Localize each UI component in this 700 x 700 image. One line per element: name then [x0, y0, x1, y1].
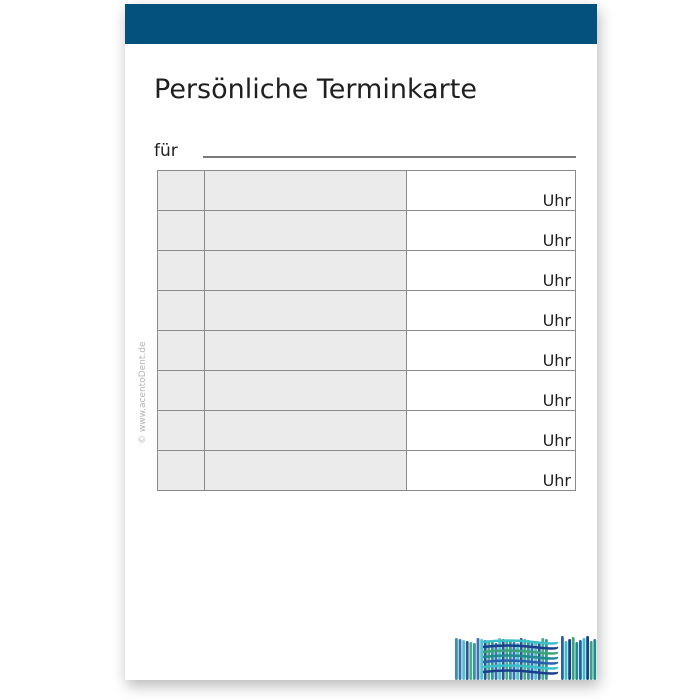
weekday-cell[interactable] [158, 331, 205, 371]
bristle [473, 643, 476, 680]
weekday-cell[interactable] [158, 451, 205, 491]
bristle [590, 641, 593, 680]
date-cell[interactable] [205, 411, 407, 451]
time-suffix: Uhr [542, 271, 571, 290]
date-cell[interactable] [205, 211, 407, 251]
appointment-table [157, 170, 576, 491]
table-row [158, 171, 576, 211]
time-cell[interactable] [407, 291, 576, 331]
bristle [579, 640, 582, 680]
table-row [158, 291, 576, 331]
date-cell[interactable] [205, 331, 407, 371]
bristle [466, 641, 469, 680]
time-cell[interactable] [407, 331, 576, 371]
table-row [158, 211, 576, 251]
bristle [583, 638, 586, 680]
weekday-cell[interactable] [158, 411, 205, 451]
bristle-group [455, 636, 596, 680]
bristle [568, 639, 571, 680]
table-row [158, 411, 576, 451]
bristle [593, 639, 596, 680]
time-cell[interactable] [407, 211, 576, 251]
date-cell[interactable] [205, 171, 407, 211]
table-row [158, 331, 576, 371]
recipient-name-line[interactable] [203, 156, 576, 158]
time-cell[interactable] [407, 371, 576, 411]
weekday-cell[interactable] [158, 371, 205, 411]
weekday-cell[interactable] [158, 211, 205, 251]
bristle [477, 638, 480, 680]
time-cell[interactable] [407, 171, 576, 211]
bristle [455, 638, 458, 680]
bristle [586, 636, 589, 680]
bristle [469, 642, 472, 680]
date-cell[interactable] [205, 451, 407, 491]
bristle [459, 639, 462, 680]
table-row [158, 451, 576, 491]
appointment-card [125, 4, 597, 680]
table-row [158, 251, 576, 291]
time-suffix: Uhr [542, 311, 571, 330]
bristle [520, 638, 523, 680]
time-cell[interactable] [407, 411, 576, 451]
bristle [575, 642, 578, 680]
date-cell[interactable] [205, 291, 407, 331]
bristle [572, 637, 575, 680]
time-cell[interactable] [407, 251, 576, 291]
date-cell[interactable] [205, 371, 407, 411]
time-suffix: Uhr [542, 191, 571, 210]
date-cell[interactable] [205, 251, 407, 291]
card-title: Persönliche Terminkarte [154, 74, 477, 105]
bristle [480, 639, 483, 680]
time-suffix: Uhr [542, 431, 571, 450]
time-suffix: Uhr [542, 351, 571, 370]
recipient-label: für [154, 141, 178, 161]
bristle [462, 640, 465, 680]
time-suffix: Uhr [542, 231, 571, 250]
header-bar [125, 4, 597, 44]
time-suffix: Uhr [542, 391, 571, 410]
weekday-cell[interactable] [158, 171, 205, 211]
weekday-cell[interactable] [158, 291, 205, 331]
table-row [158, 371, 576, 411]
toothbrush-bristles-icon [453, 630, 597, 680]
time-cell[interactable] [407, 451, 576, 491]
bristle [561, 636, 564, 680]
bristle [565, 641, 568, 680]
weekday-cell[interactable] [158, 251, 205, 291]
copyright-text: © www.acentoDent.de [138, 341, 148, 444]
time-suffix: Uhr [542, 471, 571, 490]
recipient-row [154, 141, 576, 165]
bristle [498, 638, 501, 680]
